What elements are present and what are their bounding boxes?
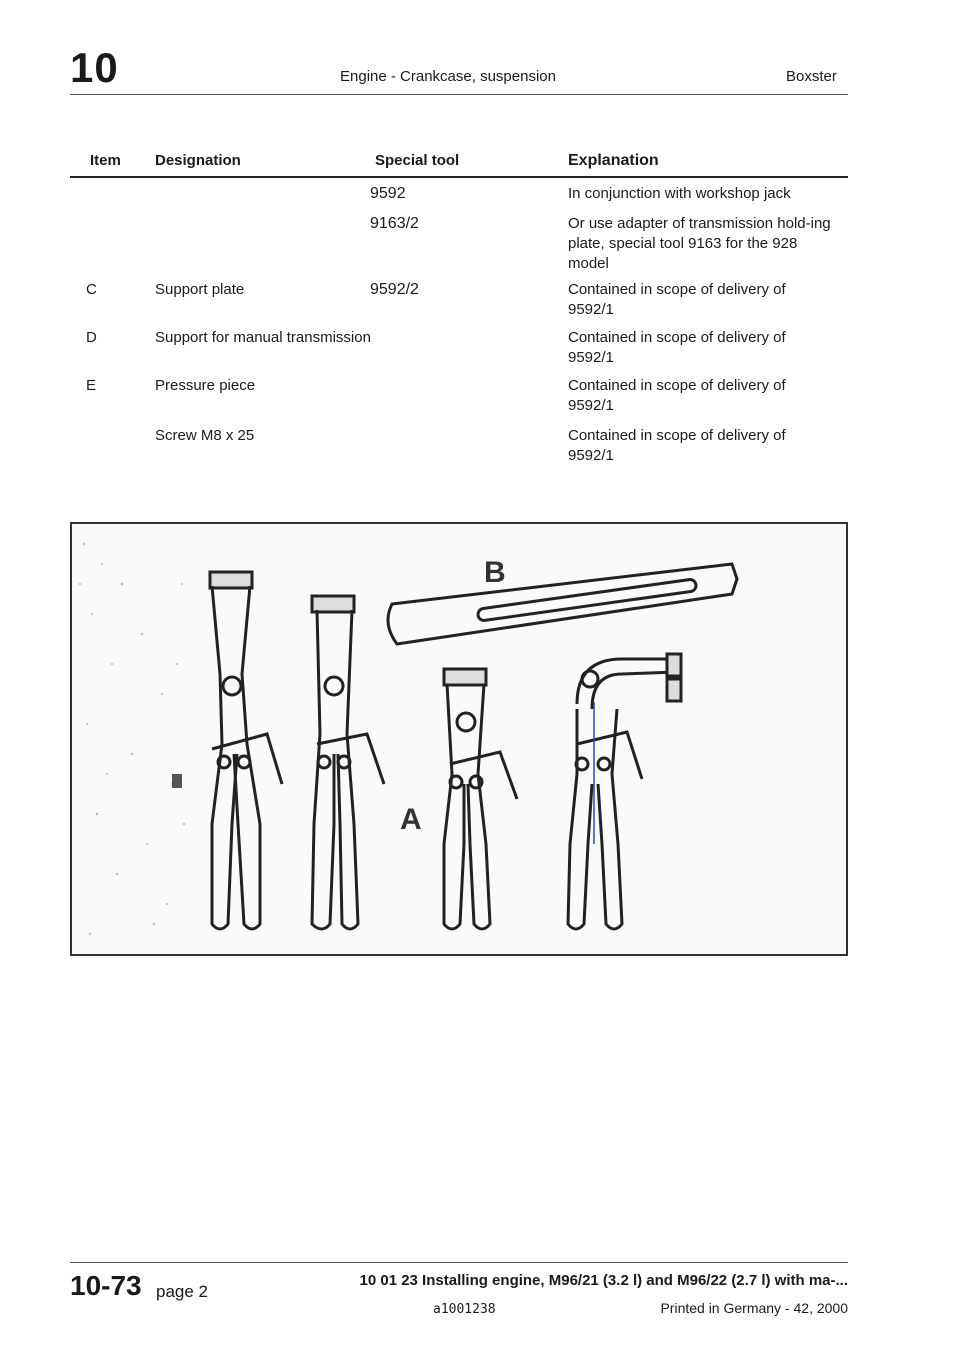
pliers-3: [444, 669, 517, 929]
scan-noise: [79, 543, 185, 935]
column-header-designation: Designation: [155, 152, 241, 169]
header-model: Boxster: [786, 68, 837, 85]
footer-printed-note: Printed in Germany - 42, 2000: [660, 1300, 848, 1316]
bar-tool-b: [388, 564, 737, 644]
table-row-item: D: [86, 329, 97, 346]
table-row-explanation: Contained in scope of delivery of 9592/1: [568, 377, 786, 414]
column-header-special-tool: Special tool: [375, 152, 460, 169]
table-row-special-tool: 9592: [370, 185, 406, 202]
table-row-designation: Screw M8 x 25: [155, 427, 255, 444]
pliers-4: [568, 654, 681, 929]
footer-divider: [70, 1262, 848, 1263]
table-row-special-tool: 9592/2: [370, 281, 419, 298]
chapter-number: 10: [70, 44, 119, 91]
header-divider: [70, 94, 848, 95]
header-section-title: Engine - Crankcase, suspension: [340, 68, 556, 85]
table-row-designation: Support for manual transmission: [155, 329, 371, 346]
table-row-designation: Pressure piece: [155, 377, 256, 394]
label-b: B: [484, 556, 506, 589]
table-header-divider: [70, 176, 848, 178]
column-header-item: Item: [90, 152, 121, 169]
marker-square: [172, 774, 182, 788]
table-row-item: C: [86, 281, 97, 298]
table-row-explanation: Contained in scope of delivery of 9592/1: [568, 281, 786, 318]
table-row-item: E: [86, 377, 97, 394]
label-a: A: [400, 803, 422, 836]
table-row-explanation: Or use adapter of transmission hold-ing plate, special tool 9163 for the 928 model: [568, 215, 831, 272]
table-row-special-tool: 9163/2: [370, 215, 419, 232]
table-row-designation: Support plate: [155, 281, 245, 298]
footer-procedure-title: 10 01 23 Installing engine, M96/21 (3.2 l) and M96/22 (2.7 l) with ma-...: [359, 1272, 848, 1289]
page-label: page 2: [156, 1282, 208, 1301]
page-number: 10-73: [70, 1270, 142, 1301]
pliers-1: [210, 572, 282, 929]
table-row-explanation: In conjunction with workshop jack: [568, 185, 791, 202]
pliers-2: [312, 596, 384, 929]
tools-illustration: [70, 522, 848, 956]
table-row-explanation: Contained in scope of delivery of 9592/1: [568, 427, 786, 464]
table-row-explanation: Contained in scope of delivery of 9592/1: [568, 329, 786, 366]
column-header-explanation: Explanation: [568, 152, 659, 169]
footer-document-code: a1001238: [433, 1302, 496, 1317]
